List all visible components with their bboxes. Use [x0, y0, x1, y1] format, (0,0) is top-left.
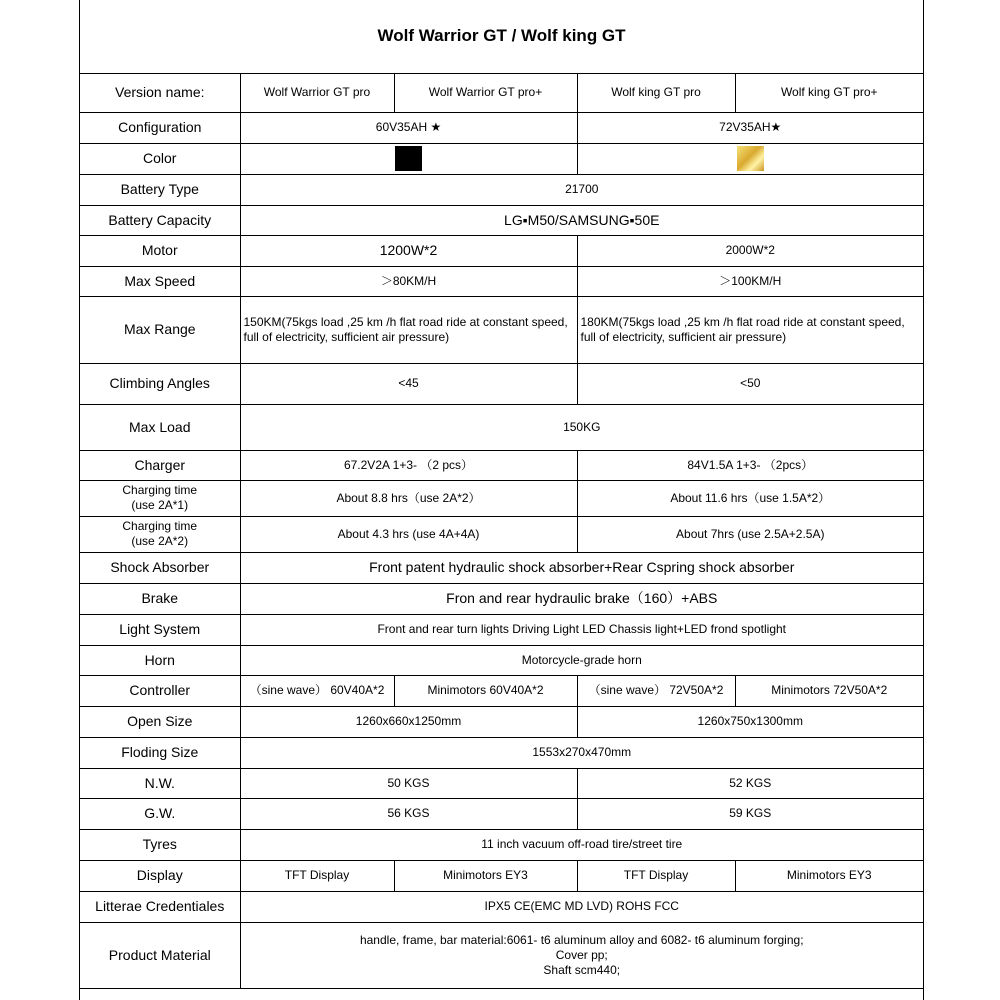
open-size-king: 1260x750x1300mm	[577, 706, 923, 737]
charging-time-1-line1: Charging time	[122, 483, 198, 497]
display-king-pro: TFT Display	[577, 860, 735, 891]
row-battery-type	[80, 174, 923, 205]
version-king-pro: Wolf king GT pro	[577, 74, 735, 112]
row-nw	[80, 768, 923, 798]
gw-warrior: 56 KGS	[240, 798, 577, 829]
spec-sheet	[79, 0, 924, 1000]
row-shock	[80, 552, 923, 583]
controller-king-pro: （sine wave） 72V50A*2	[577, 675, 735, 706]
max-load-value: 150KG	[240, 404, 923, 450]
controller-king-pro-plus: Minimotors 72V50A*2	[735, 675, 923, 706]
row-max-range	[80, 296, 923, 363]
label-motor: Motor	[80, 235, 240, 266]
label-brake: Brake	[80, 583, 240, 614]
nw-king: 52 KGS	[577, 768, 923, 798]
folding-size-value: 1553x270x470mm	[240, 737, 923, 768]
label-credentials: Litterae Credentiales	[80, 891, 240, 922]
row-controller	[80, 675, 923, 706]
label-max-speed: Max Speed	[80, 266, 240, 296]
label-material: Product Material	[80, 922, 240, 988]
charging-time-2-king: About 7hrs (use 2.5A+2.5A)	[577, 516, 923, 552]
row-material	[80, 922, 923, 988]
row-display	[80, 860, 923, 891]
row-brake	[80, 583, 923, 614]
color-king	[577, 143, 923, 174]
label-color: Color	[80, 143, 240, 174]
battery-capacity-value: LG▪M50/SAMSUNG▪50E	[240, 205, 923, 235]
row-credentials	[80, 891, 923, 922]
title-row	[80, 0, 923, 74]
version-warrior-pro: Wolf Warrior GT pro	[240, 74, 394, 112]
version-warrior-pro-plus: Wolf Warrior GT pro+	[394, 74, 577, 112]
row-max-load	[80, 404, 923, 450]
label-nw: N.W.	[80, 768, 240, 798]
row-folding-size	[80, 737, 923, 768]
configuration-warrior: 60V35AH ★	[240, 112, 577, 143]
row-max-speed	[80, 266, 923, 296]
label-gw: G.W.	[80, 798, 240, 829]
label-horn: Horn	[80, 645, 240, 675]
climbing-warrior: <45	[240, 363, 577, 404]
controller-warrior-pro: （sine wave） 60V40A*2	[240, 675, 394, 706]
row-horn	[80, 645, 923, 675]
nw-warrior: 50 KGS	[240, 768, 577, 798]
charger-warrior: 67.2V2A 1+3- （2 pcs）	[240, 450, 577, 480]
charger-king: 84V1.5A 1+3- （2pcs）	[577, 450, 923, 480]
material-line2: Cover pp;	[555, 947, 608, 962]
open-size-warrior: 1260x660x1250mm	[240, 706, 577, 737]
motor-king: 2000W*2	[577, 235, 923, 266]
label-battery-capacity: Battery Capacity	[80, 205, 240, 235]
charging-time-2-line1: Charging time	[122, 519, 198, 533]
row-configuration	[80, 112, 923, 143]
version-king-pro-plus: Wolf king GT pro+	[735, 74, 923, 112]
row-tyres	[80, 829, 923, 860]
display-warrior-pro: TFT Display	[240, 860, 394, 891]
label-version: Version name:	[80, 74, 240, 112]
controller-warrior-pro-plus: Minimotors 60V40A*2	[394, 675, 577, 706]
brake-value: Fron and rear hydraulic brake（160）+ABS	[240, 583, 923, 614]
charging-time-1-warrior: About 8.8 hrs（use 2A*2）	[240, 480, 577, 516]
display-warrior-pro-plus: Minimotors EY3	[394, 860, 577, 891]
label-battery-type: Battery Type	[80, 174, 240, 205]
spec-table	[80, 74, 923, 989]
label-charger: Charger	[80, 450, 240, 480]
gw-king: 59 KGS	[577, 798, 923, 829]
label-climbing: Climbing Angles	[80, 363, 240, 404]
label-configuration: Configuration	[80, 112, 240, 143]
charging-time-2-warrior: About 4.3 hrs (use 4A+4A)	[240, 516, 577, 552]
row-charging-time-1	[80, 480, 923, 516]
material-line3: Shaft scm440;	[543, 962, 621, 977]
max-range-warrior: 150KM(75kgs load ,25 km /h flat road ride at constant speed, full of electricity, sufficient air pressure)	[240, 296, 577, 363]
shock-value: Front patent hydraulic shock absorber+Rear Cspring shock absorber	[240, 552, 923, 583]
horn-value: Motorcycle-grade horn	[240, 645, 923, 675]
row-gw	[80, 798, 923, 829]
material-line1: handle, frame, bar material:6061- t6 aluminum alloy and 6082- t6 aluminum forging;	[359, 932, 804, 947]
row-light	[80, 614, 923, 645]
black-color-swatch	[395, 146, 422, 171]
climbing-king: <50	[577, 363, 923, 404]
label-max-range: Max Range	[80, 296, 240, 363]
configuration-king: 72V35AH★	[577, 112, 923, 143]
label-controller: Controller	[80, 675, 240, 706]
charging-time-1-king: About 11.6 hrs（use 1.5A*2）	[577, 480, 923, 516]
label-display: Display	[80, 860, 240, 891]
max-speed-warrior: ＞80KM/H	[240, 266, 577, 296]
row-version	[80, 74, 923, 112]
color-warrior	[240, 143, 577, 174]
label-tyres: Tyres	[80, 829, 240, 860]
label-charging-time-1	[80, 480, 240, 516]
battery-type-value: 21700	[240, 174, 923, 205]
row-open-size	[80, 706, 923, 737]
row-climbing	[80, 363, 923, 404]
page-title: Wolf Warrior GT / Wolf king GT	[377, 25, 626, 45]
tyres-value: 11 inch vacuum off-road tire/street tire	[240, 829, 923, 860]
charging-time-2-line2: (use 2A*2)	[131, 534, 189, 548]
label-charging-time-2	[80, 516, 240, 552]
row-motor	[80, 235, 923, 266]
credentials-value: IPX5 CE(EMC MD LVD) ROHS FCC	[240, 891, 923, 922]
charging-time-1-line2: (use 2A*1)	[131, 498, 189, 512]
max-range-king: 180KM(75kgs load ,25 km /h flat road ride at constant speed, full of electricity, sufficient air pressure)	[577, 296, 923, 363]
row-charging-time-2	[80, 516, 923, 552]
row-color	[80, 143, 923, 174]
material-value	[240, 922, 923, 988]
row-battery-capacity	[80, 205, 923, 235]
motor-warrior: 1200W*2	[240, 235, 577, 266]
row-charger	[80, 450, 923, 480]
max-speed-king: ＞100KM/H	[577, 266, 923, 296]
label-folding-size: Floding Size	[80, 737, 240, 768]
light-value: Front and rear turn lights Driving Light LED Chassis light+LED frond spotlight	[240, 614, 923, 645]
label-open-size: Open Size	[80, 706, 240, 737]
label-light: Light System	[80, 614, 240, 645]
gold-color-swatch	[737, 146, 764, 171]
display-king-pro-plus: Minimotors EY3	[735, 860, 923, 891]
label-shock: Shock Absorber	[80, 552, 240, 583]
label-max-load: Max Load	[80, 404, 240, 450]
